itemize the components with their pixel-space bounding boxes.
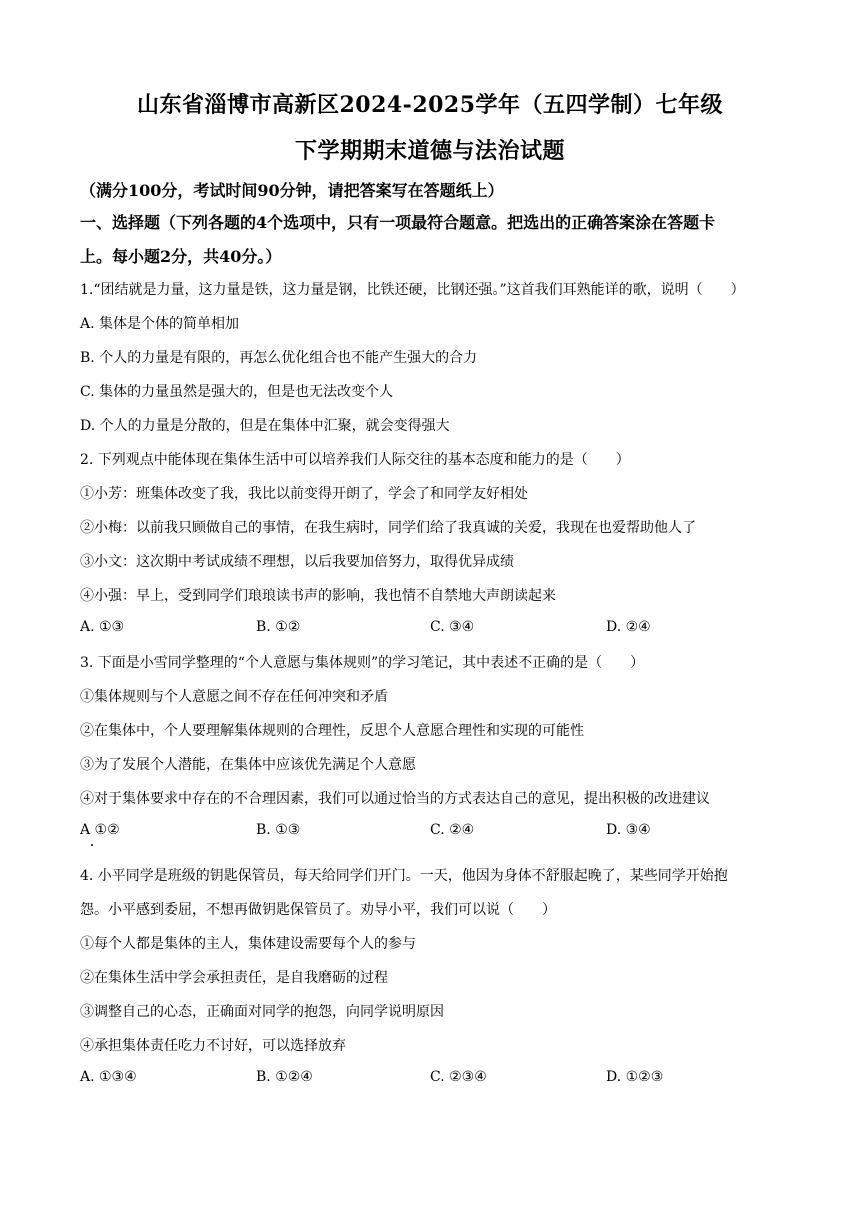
question-3-choice-b: B. ①③ xyxy=(256,822,301,838)
question-4-choice-b: B. ①②④ xyxy=(256,1069,313,1085)
question-2-choice-a: A. ①③ xyxy=(80,619,125,635)
question-2-statement-2: ②小梅：以前我只顾做自己的事情，在我生病时，同学们给了我真诚的关爱，我现在也爱帮助他人了 xyxy=(80,520,696,536)
exam-instructions: （满分100分，考试时间90分钟，请把答案写在答题纸上） xyxy=(80,181,504,200)
question-4-stem-line-2: 怨。小平感到委屈，不想再做钥匙保管员了。劝导小平，我们可以说（ ） xyxy=(80,902,556,918)
question-3-choice-a: A ①② xyxy=(80,822,120,838)
question-2-statement-3: ③小文：这次期中考试成绩不理想，以后我要加倍努力，取得优异成绩 xyxy=(80,554,514,570)
question-4-statement-4: ④承担集体责任吃力不讨好，可以选择放弃 xyxy=(80,1038,346,1054)
question-2-stem: 2. 下列观点中能体现在集体生活中可以培养我们人际交往的基本态度和能力的是（ ） xyxy=(80,452,630,468)
question-2-statement-4: ④小强：早上，受到同学们琅琅读书声的影响，我也情不自禁地大声朗读起来 xyxy=(80,588,556,604)
question-4-choice-c: C. ②③④ xyxy=(430,1069,487,1085)
question-1-option-b: B. 个人的力量是有限的，再怎么优化组合也不能产生强大的合力 xyxy=(80,350,478,366)
page-title-line-2: 下学期期末道德与法治试题 xyxy=(294,138,565,164)
question-4-choice-a: A. ①③④ xyxy=(80,1069,137,1085)
question-4-statement-1: ①每个人都是集体的主人，集体建设需要每个人的参与 xyxy=(80,936,416,952)
question-4-statement-3: ③调整自己的心态，正确面对同学的抱怨，向同学说明原因 xyxy=(80,1004,444,1020)
section-heading-line-2: 上。每小题2分，共40分。） xyxy=(80,247,282,266)
page-title-line-1: 山东省淄博市高新区2024-2025学年（五四学制）七年级 xyxy=(136,92,724,118)
question-1-stem: 1.“团结就是力量，这力量是铁，这力量是钢，比铁还硬，比钢还强。”这首我们耳熟能详的歌，说明（ ） xyxy=(80,282,745,298)
question-1-option-d: D. 个人的力量是分散的，但是在集体中汇聚，就会变得强大 xyxy=(80,418,450,434)
question-4-statement-2: ②在集体生活中学会承担责任，是自我磨砺的过程 xyxy=(80,970,388,986)
question-4-choices xyxy=(80,1069,780,1091)
question-2-statement-1: ①小芳：班集体改变了我，我比以前变得开朗了，学会了和同学友好相处 xyxy=(80,486,528,502)
question-2-choice-c: C. ③④ xyxy=(430,619,475,635)
question-3-statement-4: ④对于集体要求中存在的不合理因素，我们可以通过恰当的方式表达自己的意见，提出积极的改进建议 xyxy=(80,791,710,807)
question-3-choice-d: D. ③④ xyxy=(606,822,651,838)
stray-dot-mark xyxy=(91,844,93,846)
section-heading-line-1: 一、选择题（下列各题的4个选项中，只有一项最符合题意。把选出的正确答案涂在答题卡 xyxy=(80,213,716,232)
question-3-statement-1: ①集体规则与个人意愿之间不存在任何冲突和矛盾 xyxy=(80,689,388,705)
question-2-choice-d: D. ②④ xyxy=(606,619,651,635)
question-2-choice-b: B. ①② xyxy=(256,619,301,635)
question-1-option-a: A. 集体是个体的简单相加 xyxy=(80,316,240,332)
question-1-option-c: C. 集体的力量虽然是强大的，但是也无法改变个人 xyxy=(80,384,394,400)
question-2-choices xyxy=(80,619,780,641)
question-3-choices xyxy=(80,822,780,844)
question-3-statement-3: ③为了发展个人潜能，在集体中应该优先满足个人意愿 xyxy=(80,757,416,773)
question-3-stem: 3. 下面是小雪同学整理的“个人意愿与集体规则”的学习笔记，其中表述不正确的是（ ） xyxy=(80,655,645,671)
question-4-choice-d: D. ①②③ xyxy=(606,1069,664,1085)
question-3-statement-2: ②在集体中，个人要理解集体规则的合理性，反思个人意愿合理性和实现的可能性 xyxy=(80,723,584,739)
question-4-stem-line-1: 4. 小平同学是班级的钥匙保管员，每天给同学们开门。一天，他因为身体不舒服起晚了，某些同学开始抱 xyxy=(80,868,728,884)
question-3-choice-c: C. ②④ xyxy=(430,822,475,838)
